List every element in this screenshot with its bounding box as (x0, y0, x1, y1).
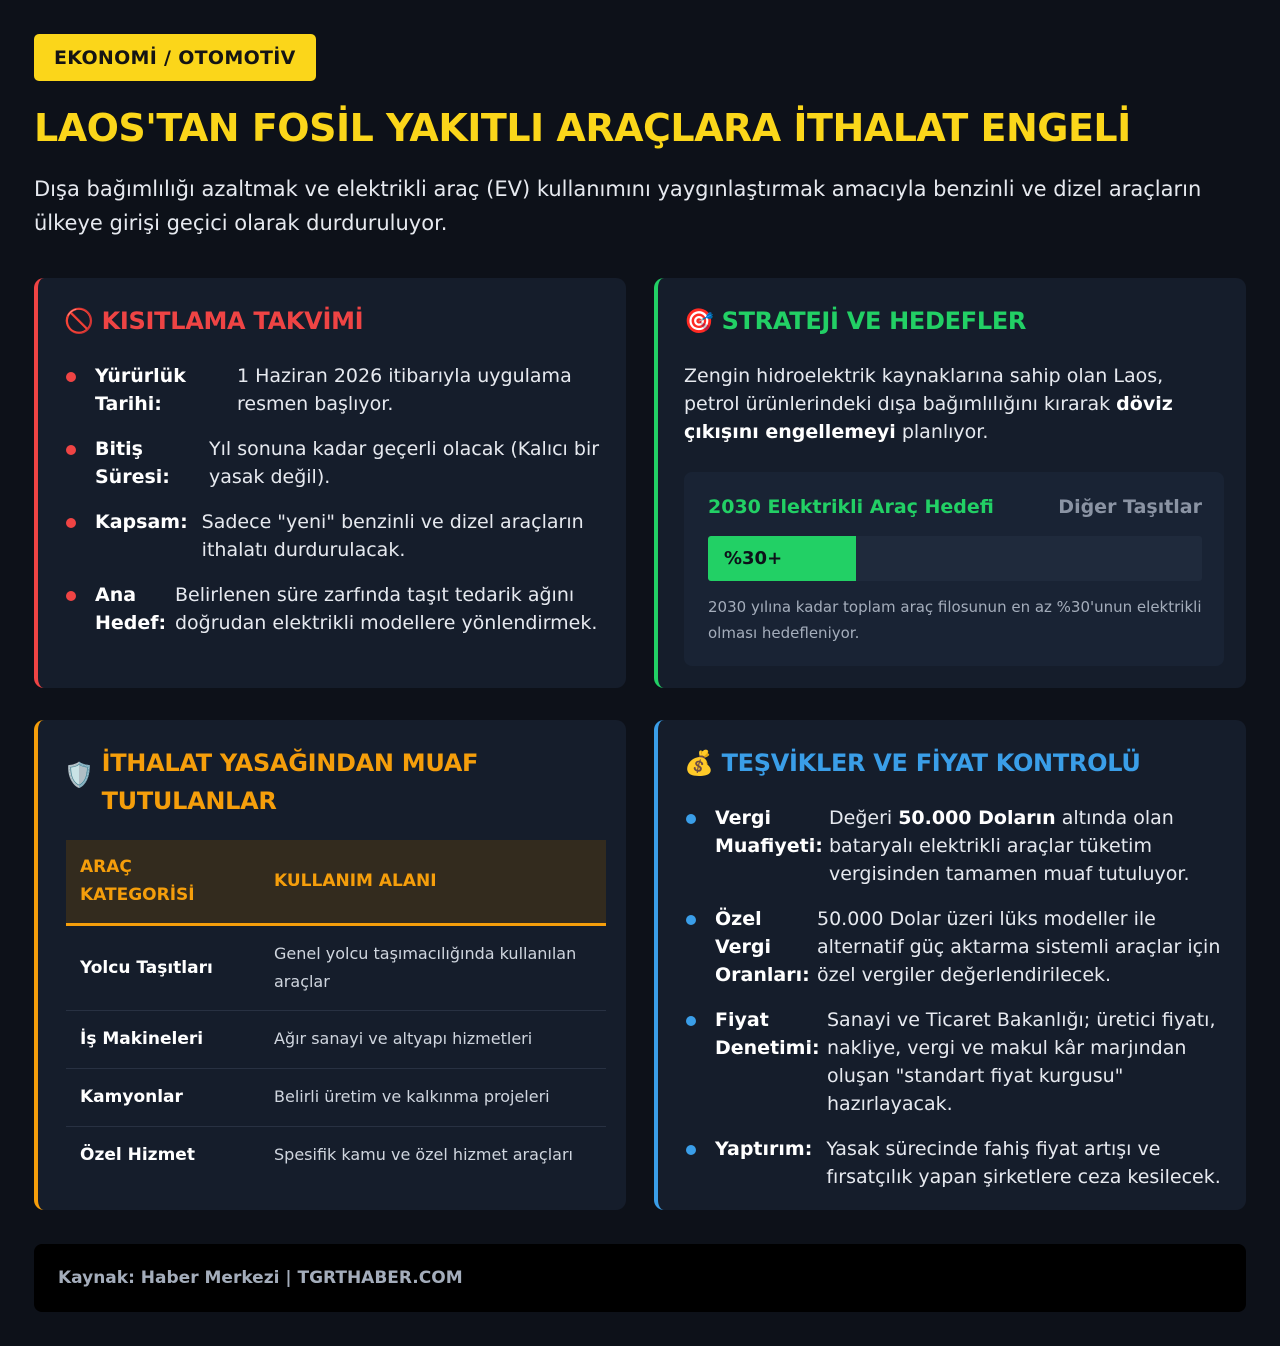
strategy-title (684, 302, 1026, 340)
exempt-card (34, 720, 626, 1210)
strategy-text (684, 362, 1204, 446)
item-term: Yürürlük Tarihi: (95, 365, 186, 415)
restriction-list (66, 362, 606, 654)
item-definition: 1 Haziran 2026 itibarıyla uygulama resmen başlıyor. (237, 365, 572, 415)
intro-text: Dışa bağımlılığı azaltmak ve elektrikli araç (EV) kullanımını yaygınlaştırmak amacıyla benzinli ve dizel araçların ülkeye girişi geçici olarak durduruluyor. (34, 177, 1202, 235)
item-definition-end: altında olan bataryalı elektrikli araçlar tüketim vergisinden tamamen muaf tutuluyor. (829, 807, 1190, 885)
item-term: Kapsam: (95, 511, 188, 533)
bullet-icon (686, 1016, 696, 1026)
item-definition-start: Değeri (829, 807, 899, 829)
bullet-icon (686, 915, 696, 925)
row-use: Ağır sanayi ve altyapı hizmetleri (260, 1010, 606, 1068)
shield-icon: 🛡️ (64, 761, 94, 789)
exempt-title (64, 744, 522, 820)
item-term: Vergi Muafiyeti: (715, 807, 823, 857)
prohibited-icon: 🚫 (64, 307, 94, 335)
restriction-title-text: KISITLAMA TAKVİMİ (101, 307, 364, 335)
table-row (66, 924, 606, 1010)
row-category: Kamyonlar (66, 1068, 260, 1126)
strategy-title-text: STRATEJİ VE HEDEFLER (721, 307, 1027, 335)
strategy-text-start: Zengin hidroelektrik kaynaklarına sahip olan Laos, petrol ürünlerindeki dışa bağımlılığını kırarak (684, 365, 1164, 415)
incentives-title-text: TEŞVİKLER VE FİYAT KONTROLÜ (721, 749, 1141, 777)
item-term: Bitiş Süresi: (95, 438, 170, 488)
incentives-list (686, 804, 1226, 1208)
list-item (66, 435, 606, 491)
page-title: LAOS'TAN FOSİL YAKITLI ARAÇLARA İTHALAT ENGELİ (34, 106, 1131, 150)
goal-label: 2030 Elektrikli Araç Hedefi (708, 496, 994, 518)
footer-source: Kaynak: Haber Merkezi | TGRTHABER.COM (34, 1244, 1246, 1312)
list-item (66, 508, 606, 564)
list-item (66, 581, 606, 637)
item-term: Ana Hedef: (95, 584, 167, 634)
row-category: İş Makineleri (66, 1010, 260, 1068)
list-item (686, 804, 1226, 888)
bullet-icon (66, 518, 76, 528)
exempt-table (66, 840, 606, 1184)
item-definition (829, 804, 1226, 888)
row-category: Yolcu Taşıtları (66, 924, 260, 1010)
row-category: Özel Hizmet (80, 1145, 195, 1166)
target-icon: 🎯 (684, 307, 714, 335)
table-row (66, 1068, 606, 1126)
table-header-row (66, 840, 606, 924)
category-badge: EKONOMİ / OTOMOTİV (34, 34, 316, 81)
restriction-title (64, 302, 363, 340)
list-item (686, 1006, 1226, 1118)
bullet-icon (686, 1145, 696, 1155)
progress-fill (708, 536, 856, 581)
item-definition: Yasak sürecinde fahiş fiyat artışı ve fırsatçılık yapan şirketlere ceza kesilecek. (826, 1138, 1221, 1188)
list-item (686, 905, 1226, 989)
list-item (66, 362, 606, 418)
item-definition: Sanayi ve Ticaret Bakanlığı; üretici fiyatı, nakliye, vergi ve makul kâr marjından oluşan "standart fiyat kurgusu" hazırlayacak. (827, 1009, 1216, 1115)
exempt-title-text: İTHALAT YASAĞINDAN MUAF TUTULANLAR (101, 749, 479, 815)
goal-box (684, 472, 1224, 666)
bullet-icon (686, 814, 696, 824)
row-use: Belirli üretim ve kalkınma projeleri (260, 1068, 606, 1126)
row-use: Genel yolcu taşımacılığında kullanılan araçlar (260, 924, 606, 1010)
bullet-icon (66, 591, 76, 601)
bullet-icon (66, 372, 76, 382)
item-definition: Belirlenen süre zarfında taşıt tedarik ağını doğrudan elektrikli modellere yönlendirmek. (175, 584, 598, 634)
bullet-icon (66, 445, 76, 455)
table-row (66, 1010, 606, 1068)
item-term: Fiyat Denetimi: (715, 1009, 820, 1059)
item-definition: 50.000 Dolar üzeri lüks modeller ile alternatif güç aktarma sistemli araçlar için özel vergiler değerlendirilecek. (817, 908, 1221, 986)
strategy-text-bold: döviz çıkışını engellemeyi (684, 393, 1173, 443)
restriction-card (34, 278, 626, 688)
item-definition-bold: 50.000 Doların (898, 807, 1056, 829)
progress-track (708, 536, 1202, 581)
row-use: Spesifik kamu ve özel hizmet araçları (274, 1145, 573, 1165)
item-term: Özel Vergi Oranları: (715, 908, 810, 986)
strategy-card (654, 278, 1246, 688)
list-item (686, 1135, 1226, 1191)
item-term: Yaptırım: (715, 1138, 813, 1160)
strategy-text-end: planlıyor. (895, 421, 989, 443)
money-bag-icon: 💰 (684, 749, 714, 777)
incentives-card (654, 720, 1246, 1210)
column-header-use: KULLANIM ALANI (260, 840, 606, 924)
item-definition: Sadece "yeni" benzinli ve dizel araçların ithalatı durdurulacak. (201, 511, 584, 561)
goal-other-label: Diğer Taşıtlar (1058, 496, 1202, 518)
column-header-category: ARAÇ KATEGORİSİ (66, 840, 260, 924)
incentives-title (684, 744, 1141, 782)
progress-value: %30+ (724, 548, 783, 569)
table-row (66, 1126, 606, 1184)
item-definition: Yıl sonuna kadar geçerli olacak (Kalıcı bir yasak değil). (209, 438, 600, 488)
goal-note: 2030 yılına kadar toplam araç filosunun en az %30'unun elektrikli olması hedefleniyor. (708, 598, 1202, 642)
